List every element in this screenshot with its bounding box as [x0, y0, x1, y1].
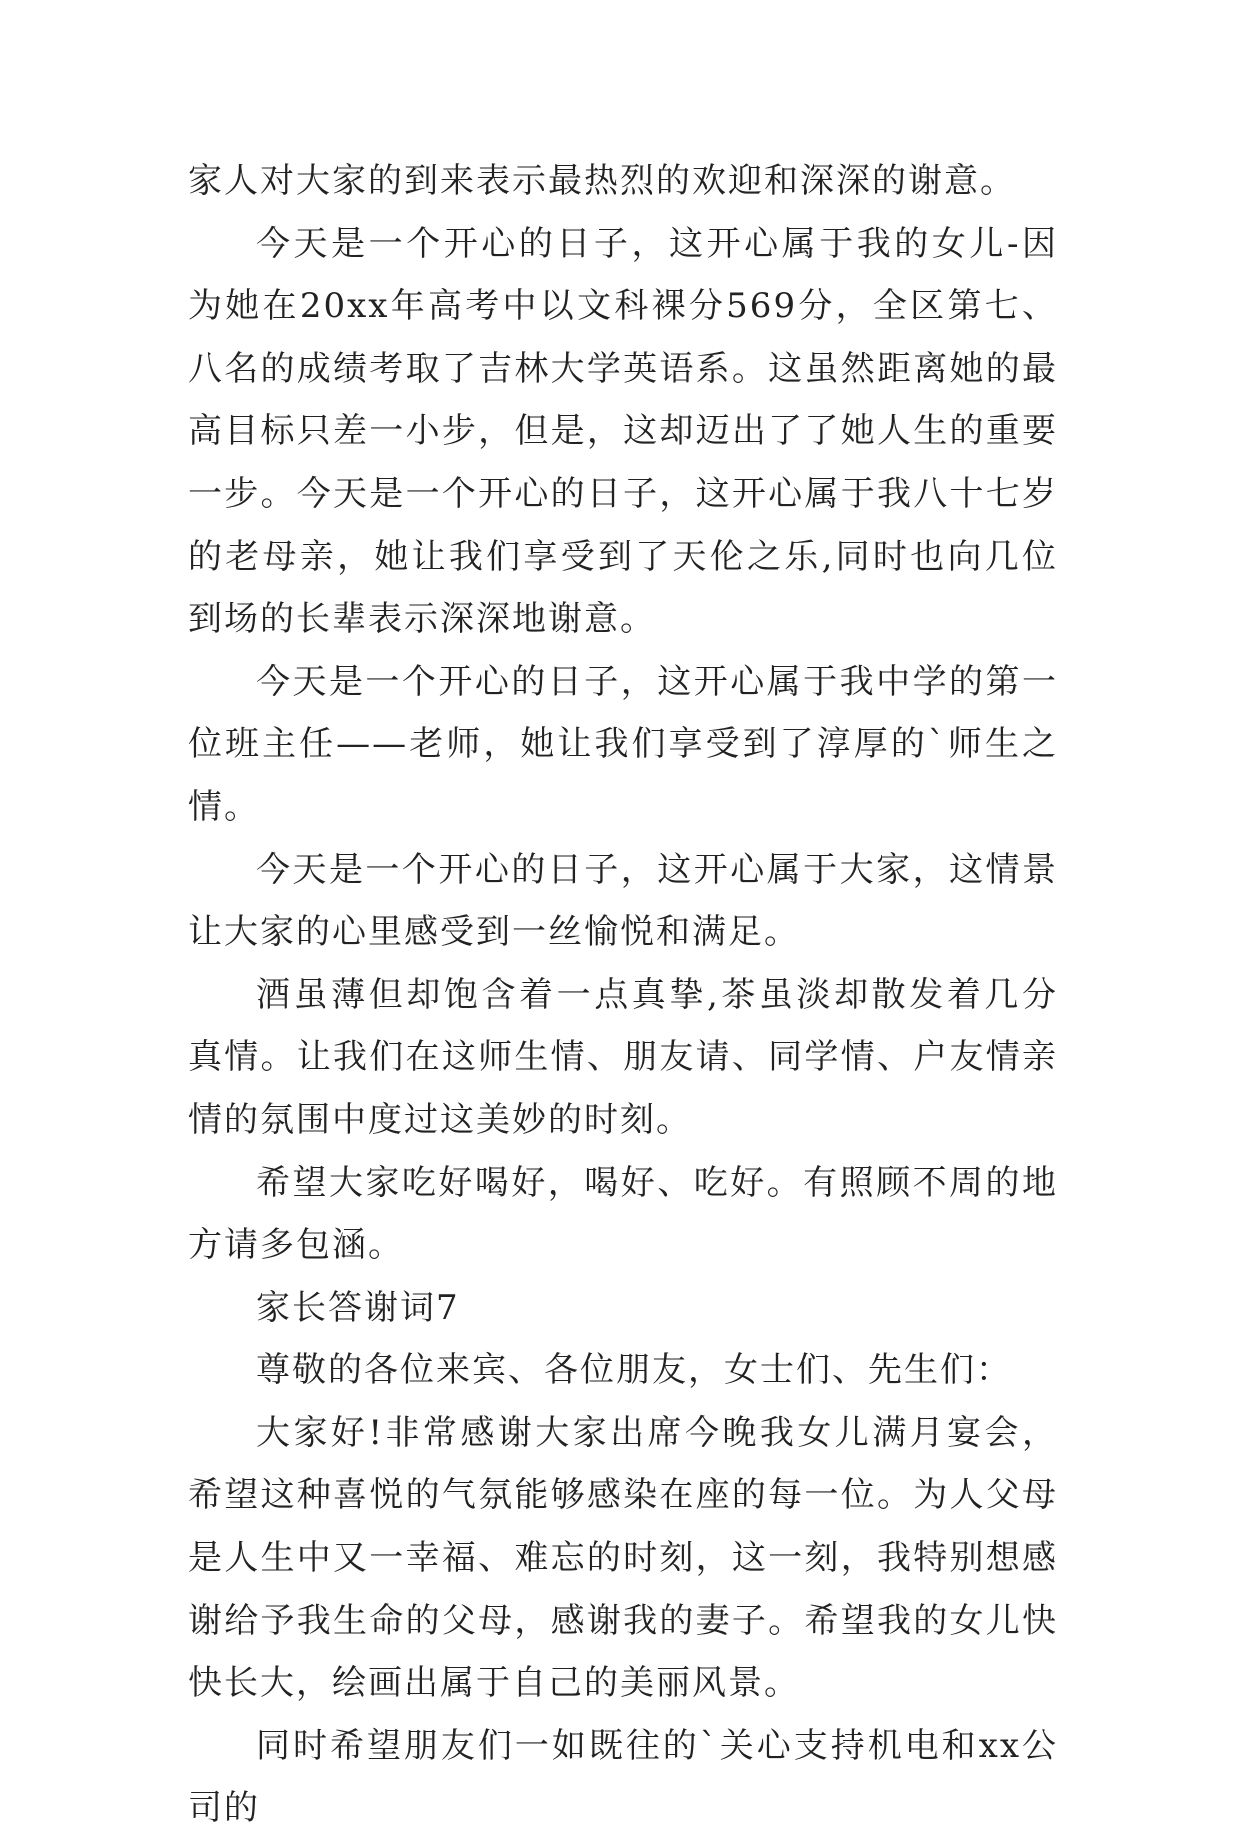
paragraph-5: 酒虽薄但却饱含着一点真挚,茶虽淡却散发着几分真情。让我们在这师生情、朋友请、同学情、户友情亲情的氛围中度过这美妙的时刻。	[188, 974, 1058, 1140]
paragraph-4: 今天是一个开心的日子，这开心属于大家，这情景让大家的心里感受到一丝愉悦和满足。	[188, 849, 1058, 953]
paragraph-6: 希望大家吃好喝好，喝好、吃好。有照顾不周的地方请多包涵。	[188, 1162, 1058, 1266]
paragraph-9: 大家好!非常感谢大家出席今晚我女儿满月宴会，希望这种喜悦的气氛能够感染在座的每一位。为人父母是人生中又一幸福、难忘的时刻，这一刻，我特别想感谢给予我生命的父母，感谢我的妻子。希望我的女儿快快长大，绘画出属于自己的美丽风景。	[188, 1412, 1058, 1704]
section-heading: 家长答谢词7	[256, 1287, 460, 1328]
document-body	[188, 150, 1058, 1840]
paragraph-3: 今天是一个开心的日子，这开心属于我中学的第一位班主任——老师，她让我们享受到了淳厚的`师生之情。	[188, 661, 1058, 827]
paragraph-2: 今天是一个开心的日子，这开心属于我的女儿-因为她在20xx年高考中以文科裸分569分，全区第七、八名的成绩考取了吉林大学英语系。这虽然距离她的最高目标只差一小步，但是，这却迈出了了她人生的重要一步。今天是一个开心的日子，这开心属于我八十七岁的老母亲，她让我们享受到了天伦之乐,同时也向几位到场的长辈表示深深地谢意。	[188, 223, 1058, 640]
salutation: 尊敬的各位来宾、各位朋友，女士们、先生们：	[256, 1350, 1012, 1391]
paragraph-1: 家人对大家的到来表示最热烈的欢迎和深深的谢意。	[188, 161, 1016, 201]
paragraph-10: 同时希望朋友们一如既往的`关心支持机电和xx公司的	[188, 1725, 1058, 1829]
